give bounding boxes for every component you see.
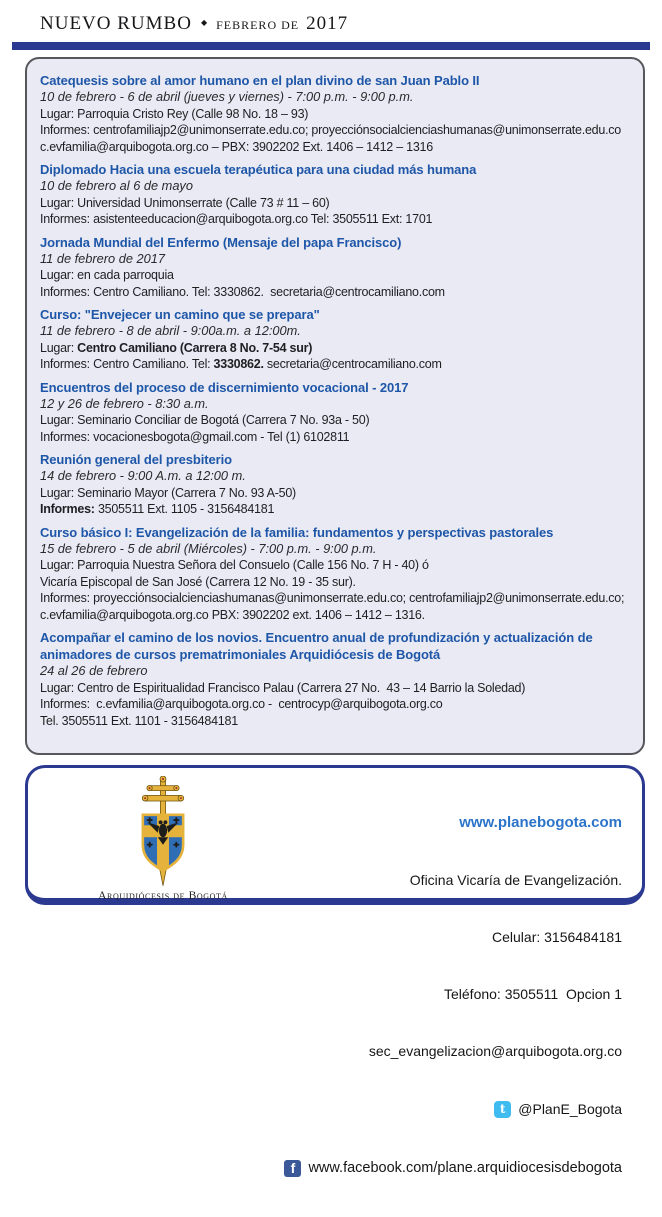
event-line-segment: Informes: Centro Camiliano. Tel: — [40, 357, 214, 371]
event-line — [40, 485, 630, 502]
event-line-segment: 3505511 Ext. 1105 - 3156484181 — [97, 502, 275, 516]
event-line-segment: 3330862. — [213, 357, 264, 371]
facebook-icon: f — [284, 1160, 301, 1177]
twitter-icon: t — [494, 1101, 511, 1118]
crest-column — [73, 776, 253, 902]
footer-facebook-row[interactable] — [284, 1158, 622, 1179]
event-line-segment: Lugar: Parroquia Nuestra Señora del Consuelo (Calle 156 No. 7 H - 40) ó — [40, 558, 429, 572]
event-date: 11 de febrero de 2017 — [40, 250, 165, 266]
event-title: Jornada Mundial del Enfermo (Mensaje del papa Francisco) — [40, 234, 402, 250]
event-line-segment: Informes: c.evfamilia@arquibogota.org.co - centrocyp@arquibogota.org.co — [40, 697, 443, 711]
event-line — [40, 696, 630, 713]
facebook-url: www.facebook.com/plane.arquidiocesisdebogota — [308, 1160, 622, 1176]
coat-of-arms-icon — [124, 776, 202, 888]
event-date: 24 al 26 de febrero — [40, 663, 148, 678]
event-line-segment: Tel. 3505511 Ext. 1101 - 3156484181 — [40, 713, 238, 728]
event-line — [40, 429, 630, 446]
event-line-segment: Informes: vocacionesbogota@gmail.com - Tel (1) 6102811 — [40, 429, 350, 444]
masthead-year: 2017 — [306, 13, 349, 34]
event-line — [40, 412, 630, 429]
masthead-title: NUEVO RUMBO — [40, 13, 192, 34]
event-line-segment: Lugar: Universidad Unimonserrate (Calle 73 # 11 – 60) — [40, 195, 330, 210]
event-line-segment: Vicaría Episcopal de San José (Carrera 12 No. 19 - 35 sur). — [40, 574, 356, 589]
event-line-segment: Informes: asistenteeducacion@arquibogota.org.co Tel: 3505511 Ext: 1701 — [40, 212, 433, 226]
event-title: Curso: "Envejecer un camino que se prepara" — [40, 307, 320, 322]
event-block — [40, 161, 630, 228]
event-line — [40, 607, 630, 624]
event-line-segment: Informes: centrofamiliajp2@unimonserrate.edu.co; proyecciónsocialcienciashumanas@unimonserrate.edu.co — [40, 123, 621, 137]
event-line — [40, 340, 630, 357]
event-date: 15 de febrero - 5 de abril (Miércoles) - 7:00 p.m. - 9:00 p.m. — [40, 540, 377, 556]
event-date: 11 de febrero - 8 de abril - 9:00a.m. a 12:00m. — [40, 323, 301, 338]
event-line — [40, 211, 630, 228]
footer-celular-line: Celular: 3156484181 — [492, 929, 622, 945]
event-line — [40, 267, 630, 284]
event-line — [40, 590, 630, 607]
event-date: 14 de febrero - 9:00 A.m. a 12:00 m. — [40, 468, 246, 483]
event-line-segment: Lugar: Parroquia Cristo Rey (Calle 98 No. 18 – 93) — [40, 106, 309, 121]
event-line-segment: Lugar: — [40, 340, 78, 355]
event-line-segment: c.evfamilia@arquibogota.org.co – PBX: 3902202 Ext. 1406 – 1412 – 1316 — [40, 139, 433, 154]
masthead — [40, 13, 348, 35]
event-title: Curso básico I: Evangelización de la familia: fundamentos y perspectivas pastorales — [40, 524, 554, 540]
event-line-segment: Informes: proyecciónsocialcienciashumanas@unimonserrate.edu.co; centrofamiliajp2@unimonserrate.edu.co; — [40, 591, 625, 605]
header-rule — [12, 42, 650, 50]
twitter-handle: @PlanE_Bogota — [518, 1101, 622, 1117]
footer-office-line: Oficina Vicaría de Evangelización. — [409, 872, 622, 888]
event-date: 12 y 26 de febrero - 8:30 a.m. — [40, 395, 209, 411]
event-date: 10 de febrero al 6 de mayo — [40, 178, 193, 193]
event-line — [40, 139, 630, 156]
arquidiocesis-caption: Arquidiócesis de Bogotá — [98, 890, 228, 902]
event-line — [40, 356, 630, 373]
event-line — [40, 680, 630, 697]
event-line-segment: Informes: Centro Camiliano. Tel: 3330862. secretaria@centrocamiliano.com — [40, 284, 445, 299]
event-title: Reunión general del presbiterio — [40, 452, 232, 467]
event-line-segment: Informes: — [40, 502, 98, 516]
footer-website-link[interactable]: www.planebogota.com — [459, 814, 622, 831]
event-line — [40, 574, 630, 591]
event-title: Acompañar el camino de los novios. Encuentro anual de profundización y actualización de animadores de cursos prematrimoniales Arquidiócesis de Bogotá — [40, 630, 593, 662]
event-block — [40, 524, 630, 624]
event-title: Diplomado Hacia una escuela terapéutica para una ciudad más humana — [40, 162, 477, 177]
event-block — [40, 72, 630, 155]
event-line-segment: c.evfamilia@arquibogota.org.co PBX: 3902202 ext. 1406 – 1412 – 1316. — [40, 607, 425, 622]
footer-telefono-line: Teléfono: 3505511 Opcion 1 — [444, 986, 622, 1002]
event-line — [40, 713, 630, 730]
event-line — [40, 501, 630, 518]
event-line-segment: Lugar: en cada parroquia — [40, 268, 174, 282]
masthead-edition: FEBRERO DE — [216, 18, 300, 32]
event-line-segment: secretaria@centrocamiliano.com — [263, 357, 442, 371]
footer-panel — [25, 765, 645, 1176]
event-date: 10 de febrero - 6 de abril (jueves y viernes) - 7:00 p.m. - 9:00 p.m. — [40, 89, 414, 104]
event-line-segment: Lugar: Centro de Espiritualidad Francisco Palau (Carrera 27 No. 43 – 14 Barrio la Soledad) — [40, 680, 526, 695]
masthead-separator-icon: ◆ — [200, 18, 208, 27]
event-line-segment: Centro Camiliano (Carrera 8 No. 7-54 sur) — [77, 340, 313, 355]
event-block — [40, 234, 630, 301]
event-block — [40, 451, 630, 518]
event-line — [40, 195, 630, 212]
event-block — [40, 629, 630, 729]
event-line-segment: Lugar: Seminario Mayor (Carrera 7 No. 93 A-50) — [40, 485, 296, 500]
event-line — [40, 557, 630, 574]
event-title: Catequesis sobre al amor humano en el plan divino de san Juan Pablo II — [40, 73, 480, 88]
events-list — [40, 72, 630, 729]
events-panel — [25, 57, 645, 755]
event-line — [40, 284, 630, 301]
event-line — [40, 122, 630, 139]
contact-column — [284, 775, 622, 1217]
event-block — [40, 306, 630, 373]
footer-twitter-row[interactable] — [284, 1099, 622, 1120]
event-block — [40, 379, 630, 446]
event-title: Encuentros del proceso de discernimiento vocacional - 2017 — [40, 379, 409, 395]
event-line-segment: Lugar: Seminario Conciliar de Bogotá (Carrera 7 No. 93a - 50) — [40, 413, 370, 427]
event-line — [40, 106, 630, 123]
footer-email-link[interactable]: sec_evangelizacion@arquibogota.org.co — [368, 1043, 622, 1059]
